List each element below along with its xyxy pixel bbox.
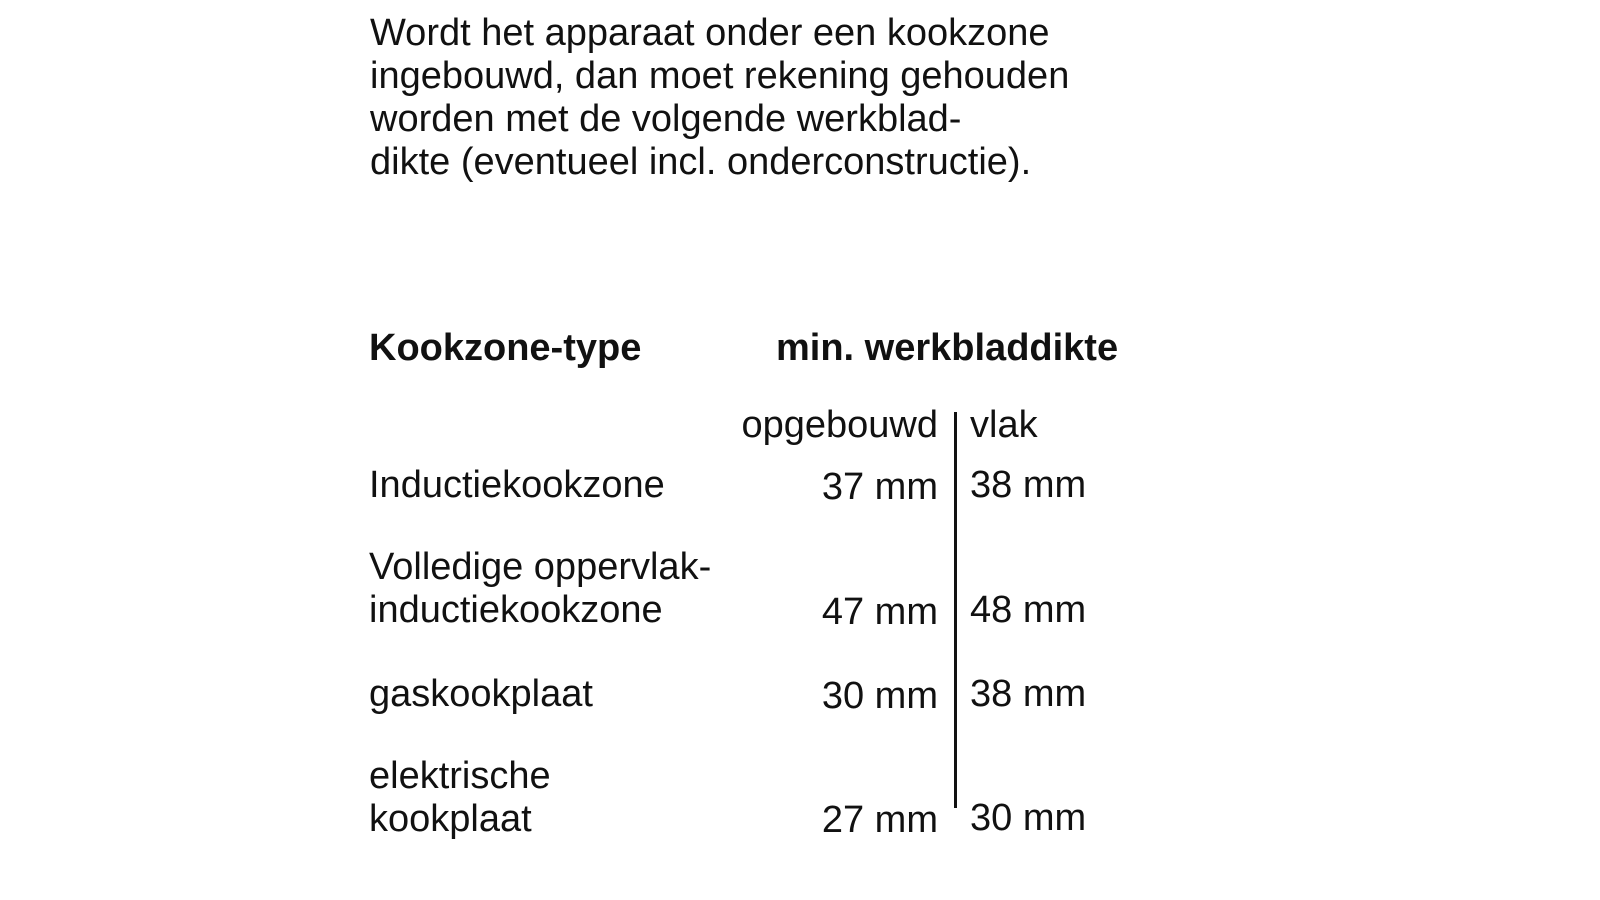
header-min-worktop-thickness: min. werkbladdikte — [776, 327, 1119, 369]
row-value-flush: 30 mm — [970, 797, 1087, 839]
row-value-flush: 48 mm — [970, 589, 1087, 631]
row-name-line: gaskookplaat — [369, 673, 593, 715]
row-name-line: Volledige oppervlak- — [369, 546, 712, 588]
row-value-built-on: 27 mm — [821, 799, 938, 841]
row-value-built-on: 37 mm — [821, 466, 938, 508]
column-divider — [954, 412, 957, 808]
row-name-full-surface-induction — [369, 546, 711, 632]
subheader-flush: vlak — [970, 404, 1038, 446]
row-name-line: kookplaat — [369, 798, 532, 840]
row-name-induction — [369, 464, 665, 507]
intro-line: worden met de volgende werkblad- — [370, 98, 962, 140]
row-value-built-on: 47 mm — [821, 591, 938, 633]
intro-line: Wordt het apparaat onder een kookzone — [370, 12, 1050, 54]
row-name-line: Inductiekookzone — [369, 464, 665, 506]
subheader-built-on: opgebouwd — [741, 404, 938, 446]
row-value-built-on: 30 mm — [821, 675, 938, 717]
row-name-gas-hob — [369, 673, 593, 716]
intro-line: dikte (eventueel incl. onderconstructie). — [370, 141, 1032, 183]
row-value-flush: 38 mm — [970, 464, 1087, 506]
intro-paragraph — [370, 12, 1210, 184]
header-hob-type: Kookzone-type — [369, 327, 642, 369]
row-value-flush: 38 mm — [970, 673, 1087, 715]
row-name-line: elektrische — [369, 755, 551, 797]
row-name-line: inductiekookzone — [369, 589, 663, 631]
intro-line: ingebouwd, dan moet rekening gehouden — [370, 55, 1070, 97]
row-name-electric-hob — [369, 755, 551, 841]
